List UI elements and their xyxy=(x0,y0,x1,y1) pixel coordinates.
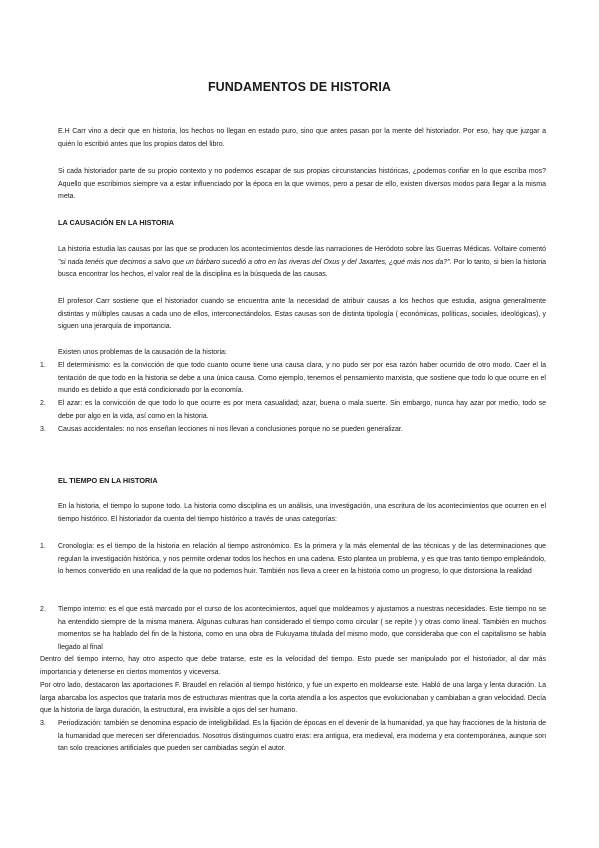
list-number: 3. xyxy=(40,720,46,727)
list-item-determinismo: El determinismo: es la convicción de que todo cuanto ocurre tiene una causa clara, y no pudo ser por esa razón haber ocurrido de otro modo. Caer el la tentación de que todo en la historia se debe a una única causa. Como ejemplo, tenemos el pensamiento marxista, que sostiene que todo lo que ocurre en el mundo es debido a que está condicionado por la economía. xyxy=(58,362,546,394)
list-item-cronologia: Cronología: es el tiempo de la historia en relación al tiempo astronómico. Es la primera y la más elemental de las técnicas y de las determinaciones que regulan la investigación histórica, y nos permite ordenar todos los hechos en una cadena. Esto plantea un problema, y es que tras tanto tiempo empleándolo, lo hemos convertido en una realidad de la que no podemos huir. También nos lleva a creer en la historia como un progreso, lo que distorsiona la realidad xyxy=(58,543,546,575)
tiempo-paragraph-braudel: Por otro lado, destacaron las aportaciones F. Braudel en relación al tiempo histórico, y fue un experto en moldearse este. Habló de una larga y lenta duración. La larga abarcaba los aspectos que trataría mos de estructuras mientras que la corta atendía a los aspectos que evolucionaban y cambiaban a gran velocidad. Decía que la historia de larga duración, la estructural, era invisible a ojos del ser humano. xyxy=(40,682,546,714)
causacion-paragraph-3: Existen unos problemas de la causación de la historia: xyxy=(58,349,227,356)
causacion-paragraph-1 xyxy=(58,244,546,282)
causacion-p1-text-a: La historia estudia las causas por las que se producen los acontecimientos desde las narraciones de Heródoto sobre las Guerras Médicas. Voltaire comentó xyxy=(58,246,546,253)
voltaire-quote: "si nada tenéis que decirnos a salvo que un bárbaro sucedió a otro en las riveras del Oxus y del Jaxartes, ¿qué más nos da?". xyxy=(58,258,452,266)
tiempo-paragraph-dentro: Dentro del tiempo interno, hay otro aspecto que debe tratarse, este es la velocidad del tiempo. Esto puede ser manipulado por el historiador, al dar más importancia y detenerse en ciertos momentos y viceversa. xyxy=(40,656,546,676)
list-number: 3. xyxy=(40,426,46,433)
intro-paragraph-1: E.H Carr vino a decir que en historia, los hechos no llegan en estado puro, sino que antes pasan por la mente del historiador. Por eso, hay que juzgar a quién lo escribió antes que los propios datos del libro. xyxy=(58,128,546,148)
list-item-periodizacion: Periodización: también se denomina espacio de inteligibilidad. Es la fijación de épocas en el devenir de la humanidad, ya que hay fracciones de la historia de la humanidad que merecen ser diferenciados. Nosotros distinguimos cuatro eras: era antigua, era medieval, era moderna y era contemporánea, aunque son tan solo creaciones artificiales que pueden ser cambiadas según el autor. xyxy=(58,720,546,752)
document-title: FUNDAMENTOS DE HISTORIA xyxy=(207,80,392,94)
intro-paragraph-2: Si cada historiador parte de su propio contexto y no podemos escapar de sus propias circunstancias históricas, ¿podemos confiar en lo que escriba mos? Aquello que escribimos siempre va a estar influenciado por la época en la que vivimos, pero a pesar de ello, existen diversos modos para llegar a la misma meta. xyxy=(58,168,546,200)
list-number: 2. xyxy=(40,606,46,613)
list-number: 2. xyxy=(40,400,46,407)
list-item-azar: El azar: es la convicción de que todo lo que ocurre es por mera casualidad; azar, buena o mala suerte. Sin embargo, nunca hay azar por medio, todo se debe por algo en la vida, así como en la historia. xyxy=(58,400,546,420)
section-heading-tiempo: EL TIEMPO EN LA HISTORIA xyxy=(58,476,158,485)
list-item-causas-accidentales: Causas accidentales: no nos enseñan lecciones ni nos llevan a conclusiones porque no se pueden generalizar. xyxy=(58,426,403,433)
causacion-paragraph-2: El profesor Carr sostiene que el historiador cuando se encuentra ante la necesidad de atribuir causas a los hechos que estudia, asigna generalmente distintas y múltiples causas a cada uno de ellos, interconectándolos. Estas causas son de distinta tipología ( económicas, políticas, sociales, ideológicas), y siguen una jerarquía de importancia. xyxy=(58,298,546,330)
list-number: 1. xyxy=(40,543,46,550)
section-heading-causacion: LA CAUSACIÓN EN LA HISTORIA xyxy=(58,218,175,227)
causacion-p1-text-b: Por lo tanto, si bien la historia busca encontrar los hechos, el valor real de la disciplina es la búsqueda de las causas. xyxy=(58,258,547,278)
tiempo-paragraph-1: En la historia, el tiempo lo supone todo. La historia como disciplina es un análisis, una investigación, una escritura de los acontecimientos que ocurren en el tiempo histórico. El historiador da cuenta del tiempo histórico a través de unas categorías: xyxy=(58,503,546,523)
list-item-tiempo-interno: Tiempo interno: es el que está marcado por el curso de los acontecimientos, aquel que moldeamos y ajustamos a nuestras necesidades. Este tiempo no se ha entendido siempre de la misma manera. Algunas culturas han considerado el tiempo como circular ( se repite ) y otras como lineal. También en muchos momentos se ha hablado del fin de la historia, como en una obra de Fukuyama titulada del mismo modo, que consideraba que con el capitalismo se había llegado al final xyxy=(58,606,546,651)
list-number: 1. xyxy=(40,362,46,369)
